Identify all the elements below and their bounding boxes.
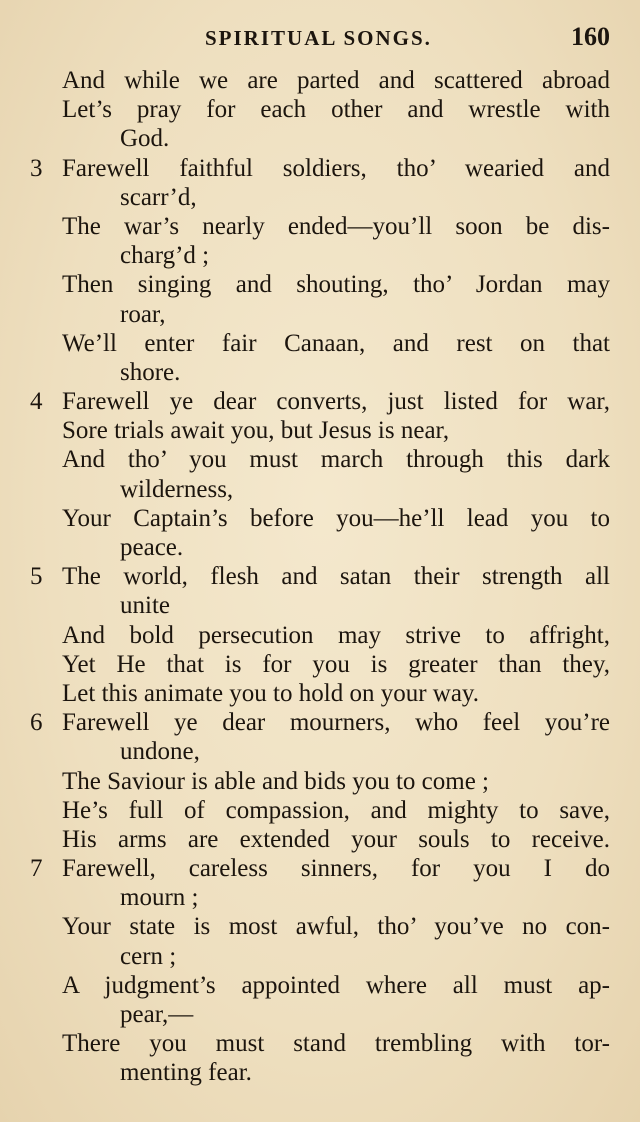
text-line: charg’d ;	[120, 242, 210, 270]
text-line: Your Captain’s before you—he’ll lead you to	[62, 504, 610, 532]
text-line: A judgment’s appointed where all must ap-	[62, 971, 610, 999]
verse-line	[30, 387, 610, 416]
text-line: unite	[120, 592, 170, 620]
text-line: Then singing and shouting, tho’ Jordan may	[62, 271, 610, 299]
text-line: The war’s nearly ended—you’ll soon be dis-	[62, 212, 610, 240]
text-line: Farewell ye dear converts, just listed for war,	[62, 388, 610, 416]
text-line: There you must stand trembling with tor-	[62, 1030, 610, 1058]
text-line: Your state is most awful, tho’ you’ve no con-	[62, 913, 610, 941]
text-line: menting fear.	[120, 1059, 252, 1087]
text-line: mourn ;	[120, 884, 199, 912]
verse-line	[30, 154, 610, 183]
text-line: And tho’ you must march through this dark	[62, 446, 610, 474]
text-line: shore.	[120, 358, 181, 386]
text-line: God.	[120, 125, 170, 153]
verse-number: 3	[30, 154, 43, 182]
text-line: The Saviour is able and bids you to come ;	[62, 767, 490, 795]
text-line: Sore trials await you, but Jesus is near,	[62, 417, 450, 445]
text-line: Let’s pray for each other and wrestle with	[62, 96, 610, 124]
text-line: roar,	[120, 300, 166, 328]
verse-line	[30, 708, 610, 737]
text-line: The world, flesh and satan their strength all	[62, 563, 610, 591]
text-line: scarr’d,	[120, 183, 197, 211]
text-line: wilderness,	[120, 475, 234, 503]
text-line: peace.	[120, 534, 184, 561]
text-line: His arms are extended your souls to receive.	[62, 825, 610, 853]
verse-number: 4	[30, 388, 43, 416]
verse-line	[30, 854, 610, 883]
text-line: Yet He that is for you is greater than they,	[62, 650, 610, 678]
verse-number: 7	[30, 855, 43, 883]
text-line: pear,—	[120, 1001, 194, 1028]
text-line: Farewell, careless sinners, for you I do	[62, 855, 610, 883]
page-header	[0, 22, 640, 58]
page-number: 160	[571, 22, 610, 51]
text-line: He’s full of compassion, and mighty to save,	[62, 796, 610, 824]
text-line: We’ll enter fair Canaan, and rest on that	[62, 329, 610, 357]
verse-number: 6	[30, 709, 43, 737]
text-line: Let this animate you to hold on your way.	[62, 679, 480, 707]
running-head: SPIRITUAL SONGS.	[205, 26, 432, 50]
hymn-text	[30, 66, 610, 1088]
text-line: cern ;	[120, 942, 177, 970]
text-line: undone,	[120, 738, 200, 766]
verse-number: 5	[30, 563, 43, 591]
text-line: Farewell faithful soldiers, tho’ wearied and	[62, 154, 610, 182]
text-line: And while we are parted and scattered abroad	[62, 67, 610, 94]
text-line: Farewell ye dear mourners, who feel you’re	[62, 709, 610, 737]
verse-line	[30, 562, 610, 591]
text-line: And bold persecution may strive to affright,	[62, 621, 610, 649]
